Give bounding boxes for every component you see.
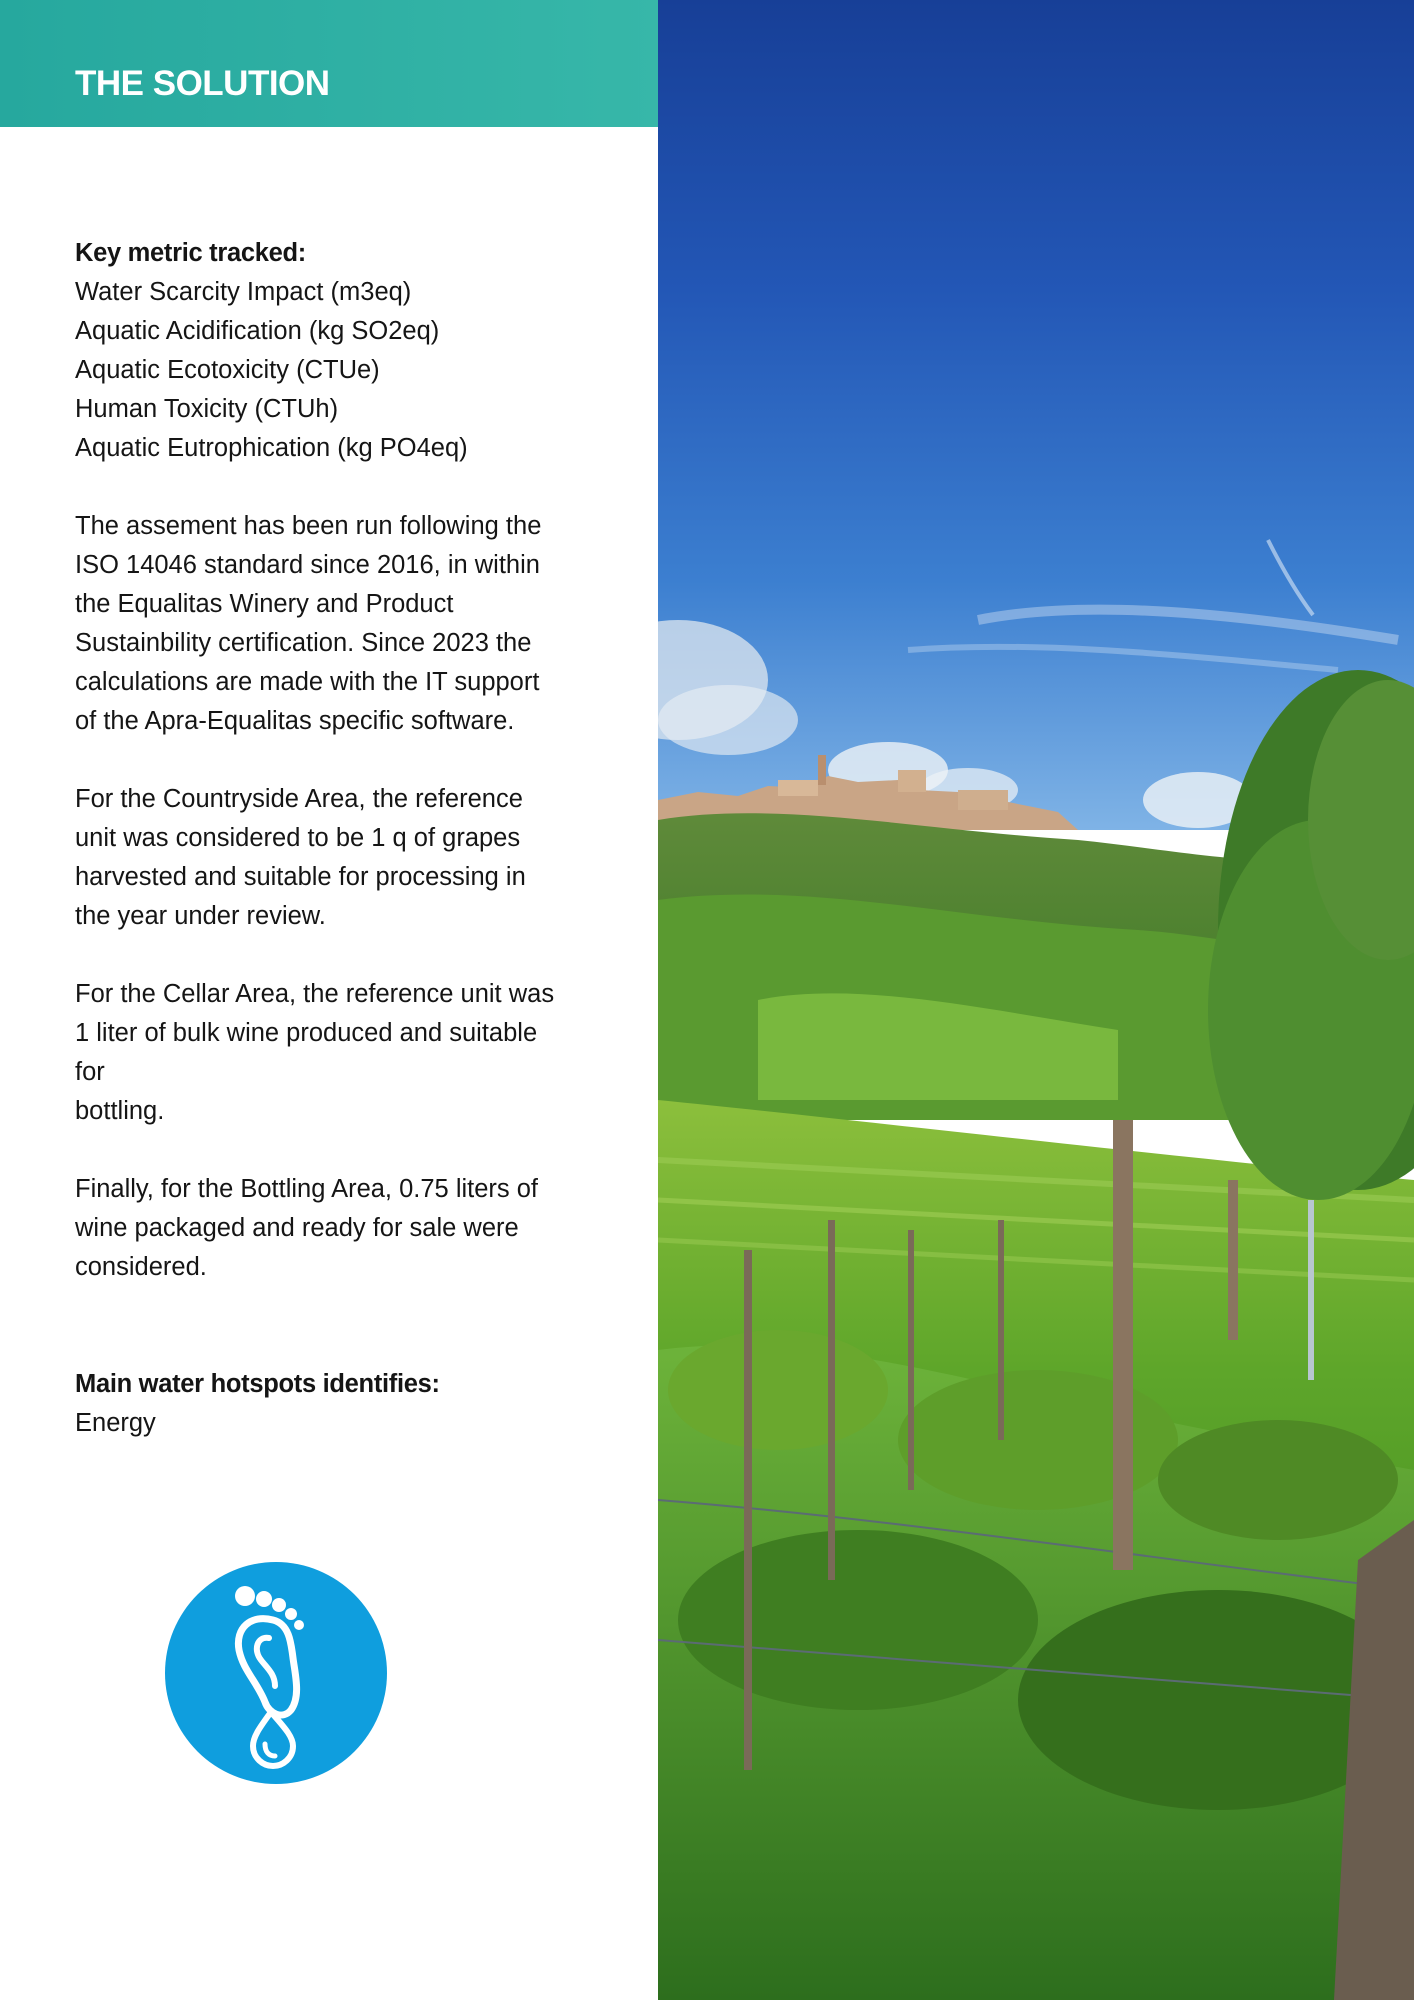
content-body	[75, 234, 595, 1482]
text-line: wine packaged and ready for sale were	[75, 1214, 519, 1242]
bottling-paragraph	[75, 1170, 595, 1287]
text-line: the Equalitas Winery and Product	[75, 590, 454, 618]
metrics-section	[75, 234, 595, 468]
vineyard-landscape-illustration	[658, 0, 1414, 2000]
hotspots-section	[75, 1365, 595, 1443]
text-panel	[0, 0, 658, 2000]
text-line: Sustainbility certification. Since 2023 the	[75, 629, 532, 657]
text-line: Finally, for the Bottling Area, 0.75 liters of	[75, 1175, 539, 1203]
metric-item: Aquatic Ecotoxicity (CTUe)	[75, 356, 380, 384]
text-line: unit was considered to be 1 q of grapes	[75, 824, 521, 852]
header-band	[0, 0, 658, 127]
text-line: 1 liter of bulk wine produced and suitable	[75, 1019, 538, 1047]
text-line: The assement has been run following the	[75, 512, 542, 540]
text-line: For the Countryside Area, the reference	[75, 785, 523, 813]
countryside-paragraph	[75, 780, 595, 936]
cellar-paragraph	[75, 975, 595, 1131]
vineyard-landscape-photo	[658, 0, 1414, 2000]
text-line: ISO 14046 standard since 2016, in within	[75, 551, 540, 579]
text-line: for	[75, 1058, 105, 1086]
metric-item: Aquatic Acidification (kg SO2eq)	[75, 317, 440, 345]
text-line: calculations are made with the IT support	[75, 668, 540, 696]
text-line: For the Cellar Area, the reference unit was	[75, 980, 555, 1008]
footprint-glyph	[165, 1562, 387, 1784]
text-line: considered.	[75, 1253, 207, 1281]
text-line: of the Apra-Equalitas specific software.	[75, 707, 515, 735]
page-title: THE SOLUTION	[75, 64, 330, 103]
hotspots-heading: Main water hotspots identifies:	[75, 1370, 440, 1398]
metrics-heading: Key metric tracked:	[75, 239, 306, 267]
metric-item: Water Scarcity Impact (m3eq)	[75, 278, 412, 306]
text-line: bottling.	[75, 1097, 165, 1125]
metric-item: Human Toxicity (CTUh)	[75, 395, 339, 423]
hotspot-value: Energy	[75, 1409, 156, 1437]
assessment-paragraph	[75, 507, 595, 741]
text-line: harvested and suitable for processing in	[75, 863, 526, 891]
water-footprint-icon	[165, 1562, 387, 1784]
metric-item: Aquatic Eutrophication (kg PO4eq)	[75, 434, 468, 462]
text-line: the year under review.	[75, 902, 326, 930]
